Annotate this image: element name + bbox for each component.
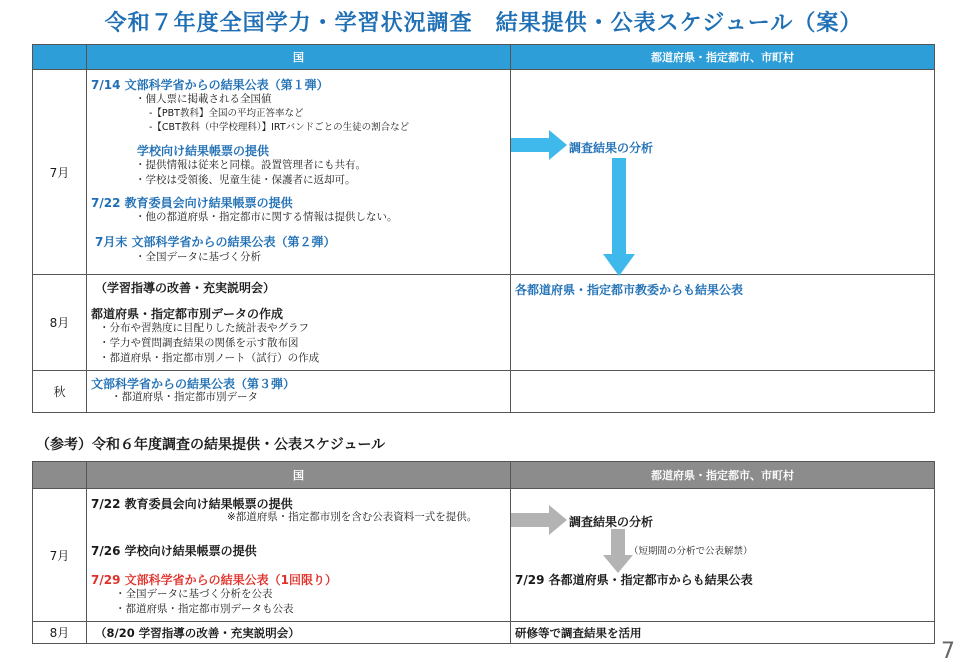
july-heading-3: 7/22 教育委員会向け結果帳票の提供	[91, 196, 293, 210]
table2-row-july	[33, 489, 935, 622]
table-header	[33, 45, 935, 70]
july-bullet-1: ・個人票に掲載される全国値	[135, 93, 272, 105]
july2-local-text-2: 7/29 各都道府県・指定都市からも結果公表	[515, 573, 753, 587]
august2-local-text: 研修等で調査結果を活用	[515, 626, 642, 640]
august2-local-cell	[511, 622, 935, 644]
july-heading-1: 7/14 文部科学省からの結果公表（第１弾）	[91, 78, 329, 92]
header2-local: 都道府県・指定都市、市町村	[511, 462, 935, 489]
july2-heading-1: 7/22 教育委員会向け結果帳票の提供	[91, 497, 293, 511]
arrow-right-gray-icon	[511, 505, 571, 535]
header2-blank	[33, 462, 87, 489]
autumn-local-cell	[511, 371, 935, 413]
month2-july: 7月	[33, 489, 87, 622]
month-august: 8月	[33, 275, 87, 371]
table-row-autumn	[33, 371, 935, 413]
august-heading-1: （学習指導の改善・充実説明会）	[95, 281, 276, 295]
arrow-down-icon	[603, 158, 635, 276]
july2-heading-3: 7/29 文部科学省からの結果公表（1回限り）	[91, 573, 337, 587]
month-autumn: 秋	[33, 371, 87, 413]
autumn-bullet-1: ・都道府県・指定都市別データ	[111, 391, 258, 403]
july-sub-2: -【CBT教科（中学校理科）】IRTバンドごとの生徒の割合など	[149, 122, 410, 133]
july-bullet-2: ・提供情報は従来と同様。設置管理者にも共有。	[135, 159, 366, 171]
page-number: 7	[941, 639, 955, 664]
july2-bullet-1: ・全国データに基づく分析を公表	[115, 588, 273, 600]
july2-bullet-2: ・都道府県・指定都市別データも公表	[115, 603, 294, 615]
july2-heading-2: 7/26 学校向け結果帳票の提供	[91, 544, 257, 558]
august2-national-cell	[87, 622, 511, 644]
july-bullet-4: ・他の都道府県・指定都市に関する情報は提供しない。	[135, 211, 398, 223]
august-heading-2: 都道府県・指定都市別データの作成	[91, 307, 284, 321]
schedule-table-2024	[32, 461, 935, 644]
august-bullet-3: ・都道府県・指定都市別ノート（試行）の作成	[99, 352, 320, 364]
autumn-national-cell	[87, 371, 511, 413]
table2-row-august	[33, 622, 935, 644]
reference-title: （参考）令和６年度調査の結果提供・公表スケジュール	[36, 437, 386, 453]
july-national-cell	[87, 70, 511, 275]
july-heading-4: 7月末 文部科学省からの結果公表（第２弾）	[95, 235, 336, 249]
july-bullet-5: ・全国データに基づく分析	[135, 251, 261, 263]
august-local-text: 各都道府県・指定都市教委からも結果公表	[515, 283, 744, 297]
july2-local-text-1: 調査結果の分析	[569, 515, 654, 529]
header-national: 国	[87, 45, 511, 70]
august-bullet-2: ・学力や質問調査結果の関係を示す散布図	[99, 337, 299, 349]
table-row-july	[33, 70, 935, 275]
july-local-text: 調査結果の分析	[569, 141, 654, 155]
table2-header	[33, 462, 935, 489]
schedule-table-2025	[32, 44, 935, 413]
july2-local-cell	[511, 489, 935, 622]
july-local-cell	[511, 70, 935, 275]
table-row-august	[33, 275, 935, 371]
july-heading-2: 学校向け結果帳票の提供	[137, 144, 270, 158]
july-bullet-3: ・学校は受領後、児童生徒・保護者に返却可。	[135, 174, 356, 186]
header2-national: 国	[87, 462, 511, 489]
august-local-cell	[511, 275, 935, 371]
page-title: 令和７年度全国学力・学習状況調査 結果提供・公表スケジュール（案）	[104, 11, 863, 36]
july2-note-1: ※都道府県・指定都市別を含む公表資料一式を提供。	[227, 511, 478, 523]
header-local: 都道府県・指定都市、市町村	[511, 45, 935, 70]
month2-august: 8月	[33, 622, 87, 644]
month-july: 7月	[33, 70, 87, 275]
autumn-heading-1: 文部科学省からの結果公表（第３弾）	[91, 377, 296, 391]
july2-national-cell	[87, 489, 511, 622]
july-sub-1: -【PBT教科】全国の平均正答率など	[149, 108, 304, 119]
arrow-right-icon	[511, 130, 571, 160]
july2-local-note: （短期間の分析で公表解禁）	[629, 546, 753, 557]
august2-heading-1: （8/20 学習指導の改善・充実説明会）	[95, 626, 300, 640]
header-blank	[33, 45, 87, 70]
august-national-cell	[87, 275, 511, 371]
august-bullet-1: ・分布や習熟度に目配りした統計表やグラフ	[99, 322, 309, 334]
